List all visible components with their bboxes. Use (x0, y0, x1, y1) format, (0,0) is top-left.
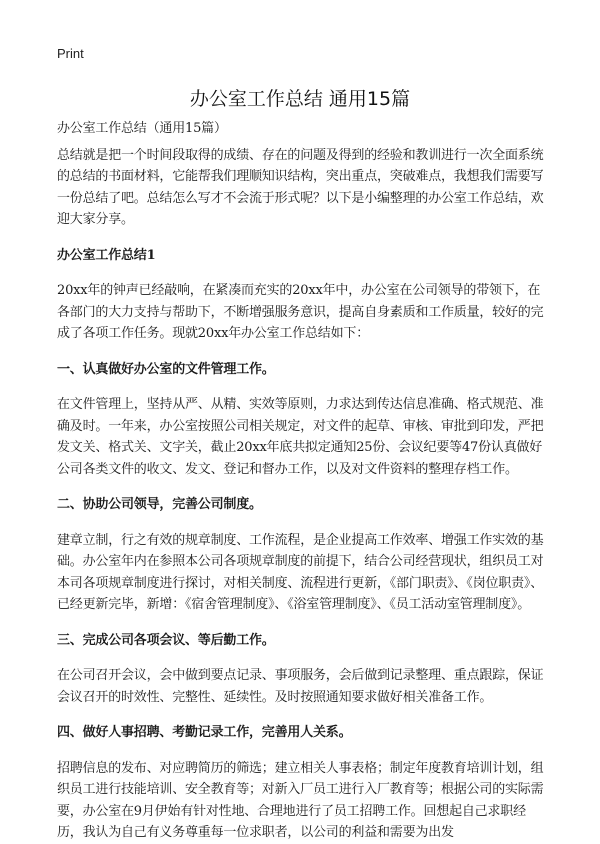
intro-paragraph: 总结就是把一个时间段取得的成绩、存在的问题及得到的经验和教训进行一次全面系统的总结的书面材料，它能帮我们理顺知识结构，突出重点，突破难点，我想我们需要写一份总结了吧。总结怎么写才不会流于形式呢？以下是小编整理的办公室工作总结，欢迎大家分享。 (57, 147, 544, 227)
section-heading-2: 二、协助公司领导，完善公司制度。 (57, 497, 262, 512)
article-heading: 办公室工作总结1 (57, 247, 156, 263)
subtitle: 办公室工作总结（通用15篇） (57, 121, 227, 136)
section-body-1: 在文件管理上，坚持从严、从精、实效等原则，力求达到传达信息准确、格式规范、准确及时。一年来，办公室按照公司相关规定，对文件的起草、审核、审批到印发，严把发文关、格式关、文字关，截止20xx年底共拟定通知25份、会议纪要等47份认真做好公司各类文件的收文、发文、登记和督办工作，以及对文件资料的整理存档工作。 (57, 397, 544, 477)
section-body-2: 建章立制，行之有效的规章制度、工作流程，是企业提高工作效率、增强工作实效的基础。办公室年内在参照本公司各项规章制度的前提下，结合公司经营现状，组织员工对本司各项规章制度进行探讨，对相关制度、流程进行更新，《部门职责》、《岗位职责》、已经更新完毕，新增：《宿舍管理制度》、《浴室管理制度》、《员工活动室管理制度》。 (57, 532, 544, 612)
section-heading-3: 三、完成公司各项会议、等后勤工作。 (57, 632, 275, 648)
opening-paragraph: 20xx年的钟声已经敲响，在紧凑而充实的20xx年中，办公室在公司领导的带领下，在各部门的大力支持与帮助下，不断增强服务意识，提高自身素质和工作质量，较好的完成了各项工作任务。现就20xx年办公室工作总结如下： (57, 283, 544, 341)
page-title: 办公室工作总结 通用15篇 (189, 88, 411, 110)
section-body-4: 招聘信息的发布、对应聘简历的筛选；建立相关人事表格；制定年度教育培训计划，组织员工进行技能培训、安全教育等；对新入厂员工进行入厂教育等；根据公司的实际需要，办公室在9月伊始有针对性地、合理地进行了员工招聘工作。回想起自己求职经历，我认为自己有义务尊重每一位求职者，以公司的利益和需要为出发 (57, 760, 544, 840)
print-link[interactable]: Print (57, 46, 84, 61)
section-heading-1: 一、认真做好办公室的文件管理工作。 (57, 361, 275, 377)
document-body (57, 118, 549, 844)
section-heading-4: 四、做好人事招聘、考勤记录工作，完善用人关系。 (57, 725, 352, 740)
section-body-3: 在公司召开会议，会中做到要点记录、事项服务，会后做到记录整理、重点跟踪，保证会议召开的时效性、完整性、延续性。及时按照通知要求做好相关准备工作。 (57, 668, 544, 705)
